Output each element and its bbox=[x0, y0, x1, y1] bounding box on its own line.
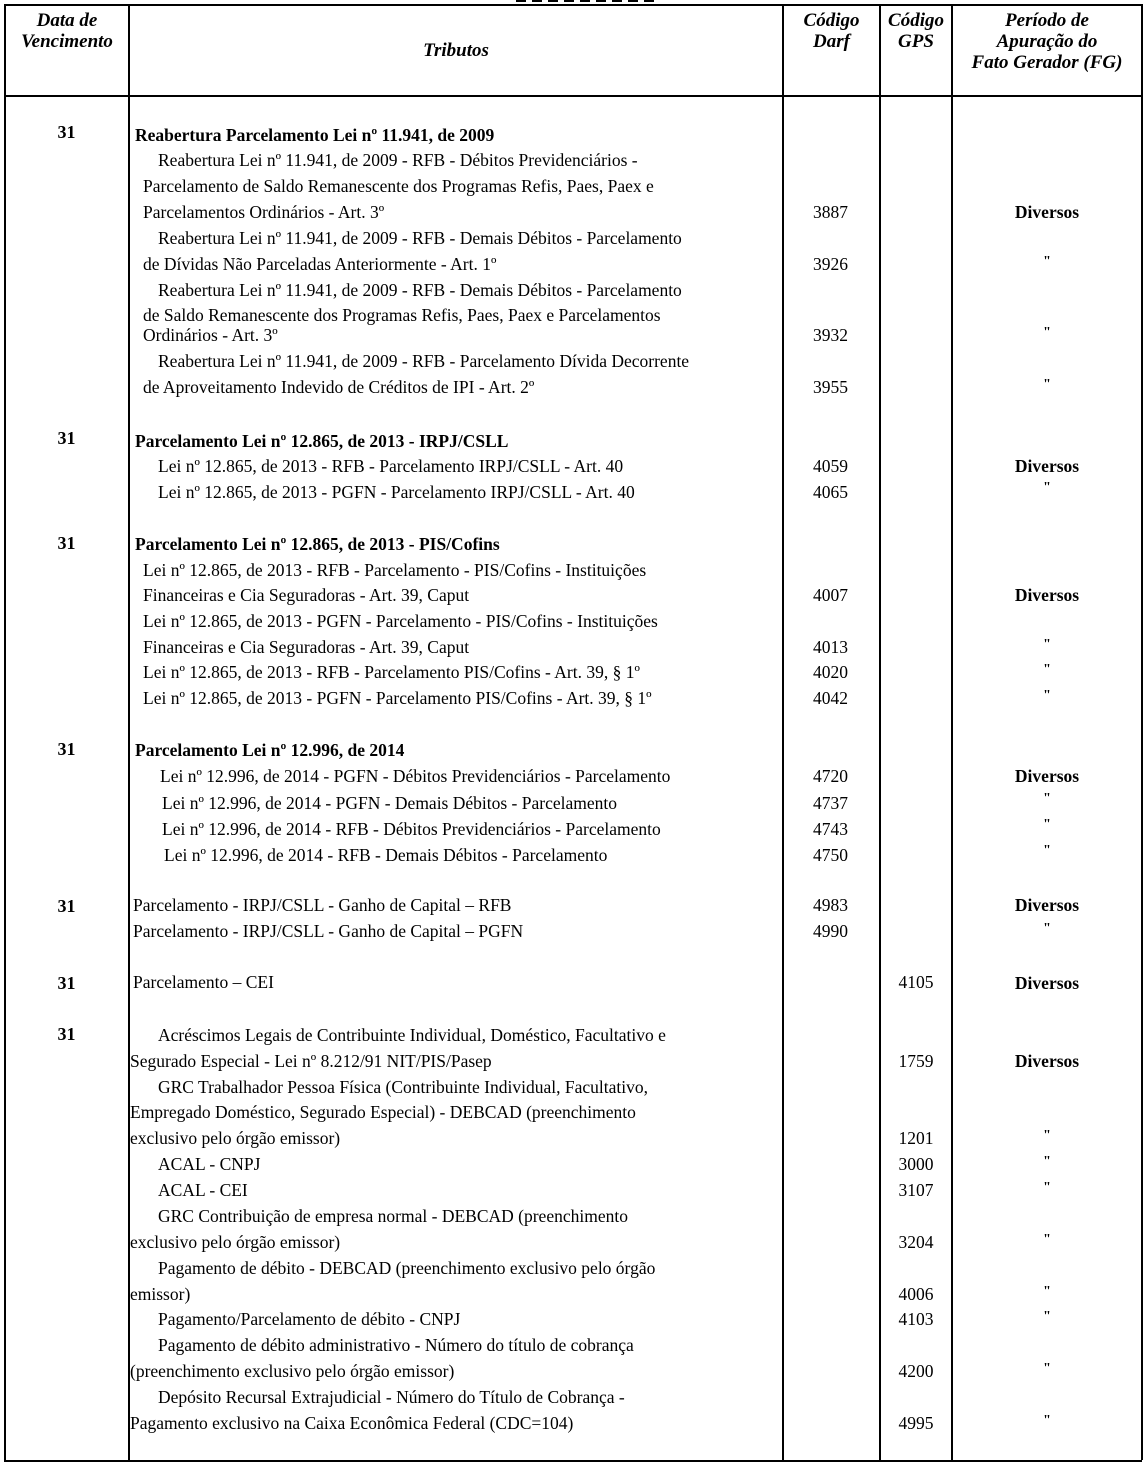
period-value: Diversos bbox=[1014, 1051, 1080, 1071]
period-ditto: " bbox=[1043, 637, 1051, 652]
table-bottom-border bbox=[4, 1460, 1142, 1462]
item-line: Parcelamentos Ordinários - Art. 3º bbox=[143, 202, 385, 222]
period-ditto: " bbox=[1043, 1180, 1051, 1195]
top-edge-marks bbox=[516, 0, 656, 3]
period-ditto: " bbox=[1043, 791, 1051, 806]
item-line: Lei nº 12.865, de 2013 - RFB - Parcelamento - PIS/Cofins - Instituições bbox=[143, 560, 647, 580]
period-ditto: " bbox=[1043, 1128, 1051, 1143]
header-bottom-border bbox=[4, 95, 1142, 97]
item-line: Lei nº 12.996, de 2014 - PGFN - Débitos Previdenciários - Parcelamento bbox=[160, 766, 671, 786]
period-ditto: " bbox=[1043, 1413, 1051, 1428]
darf-code: 4737 bbox=[813, 793, 848, 813]
gps-code: 3000 bbox=[898, 1154, 934, 1174]
darf-code: 3955 bbox=[813, 377, 848, 397]
darf-code: 4013 bbox=[813, 637, 848, 657]
darf-code: 4007 bbox=[813, 585, 848, 605]
section-day: 31 bbox=[57, 122, 76, 142]
item-line: exclusivo pelo órgão emissor) bbox=[130, 1232, 341, 1252]
header-gps: Código GPS bbox=[888, 10, 944, 52]
period-ditto: " bbox=[1043, 325, 1051, 340]
period-value: Diversos bbox=[1014, 585, 1080, 605]
period-value: Diversos bbox=[1014, 973, 1080, 993]
item-line: exclusivo pelo órgão emissor) bbox=[130, 1128, 341, 1148]
item-line: Acréscimos Legais de Contribuinte Individual, Doméstico, Facultativo e bbox=[158, 1025, 666, 1045]
item-line: Lei nº 12.996, de 2014 - RFB - Demais Débitos - Parcelamento bbox=[164, 845, 608, 865]
header-date: Data de Vencimento bbox=[21, 10, 113, 52]
item-line: Parcelamento - IRPJ/CSLL - Ganho de Capital – PGFN bbox=[133, 921, 524, 941]
section-title: Parcelamento Lei nº 12.865, de 2013 - PIS/Cofins bbox=[135, 534, 500, 554]
section-day: 31 bbox=[57, 1024, 76, 1044]
gps-code: 4103 bbox=[898, 1309, 934, 1329]
darf-code: 4750 bbox=[813, 845, 848, 865]
period-ditto: " bbox=[1043, 817, 1051, 832]
darf-code: 4983 bbox=[813, 895, 848, 915]
period-ditto: " bbox=[1043, 377, 1051, 392]
darf-code: 4042 bbox=[813, 688, 848, 708]
period-ditto: " bbox=[1043, 254, 1051, 269]
period-ditto: " bbox=[1043, 1232, 1051, 1247]
period-ditto: " bbox=[1043, 1284, 1051, 1299]
darf-code: 4059 bbox=[813, 456, 848, 476]
section-day: 31 bbox=[57, 973, 76, 993]
section-day: 31 bbox=[57, 739, 76, 759]
period-value: Diversos bbox=[1014, 202, 1080, 222]
item-line: Pagamento/Parcelamento de débito - CNPJ bbox=[158, 1309, 461, 1329]
period-ditto: " bbox=[1043, 921, 1051, 936]
item-line: Lei nº 12.996, de 2014 - PGFN - Demais Débitos - Parcelamento bbox=[162, 793, 617, 813]
item-line: Empregado Doméstico, Segurado Especial) - DEBCAD (preenchimento bbox=[130, 1102, 636, 1122]
period-ditto: " bbox=[1043, 662, 1051, 677]
item-line: Lei nº 12.865, de 2013 - RFB - Parcelamento IRPJ/CSLL - Art. 40 bbox=[158, 456, 624, 476]
item-line: Ordinários - Art. 3º bbox=[143, 325, 278, 345]
item-line: Parcelamento - IRPJ/CSLL - Ganho de Capital – RFB bbox=[133, 895, 512, 915]
period-ditto: " bbox=[1043, 1309, 1051, 1324]
item-line: GRC Contribuição de empresa normal - DEBCAD (preenchimento bbox=[158, 1206, 628, 1226]
item-line: Pagamento exclusivo na Caixa Econômica Federal (CDC=104) bbox=[130, 1413, 574, 1433]
item-line: Lei nº 12.996, de 2014 - RFB - Débitos Previdenciários - Parcelamento bbox=[162, 819, 661, 839]
item-line: Financeiras e Cia Seguradoras - Art. 39, Caput bbox=[143, 585, 470, 605]
item-line: Pagamento de débito administrativo - Número do título de cobrança bbox=[158, 1335, 634, 1355]
item-line: Reabertura Lei nº 11.941, de 2009 - RFB - Débitos Previdenciários - bbox=[158, 150, 638, 170]
item-line: emissor) bbox=[130, 1284, 191, 1304]
item-line: de Aproveitamento Indevido de Créditos de IPI - Art. 2º bbox=[143, 377, 535, 397]
item-line: Lei nº 12.865, de 2013 - PGFN - Parcelamento - PIS/Cofins - Instituições bbox=[143, 611, 658, 631]
period-ditto: " bbox=[1043, 1361, 1051, 1376]
item-line: de Dívidas Não Parceladas Anteriormente - Art. 1º bbox=[143, 254, 497, 274]
header-darf: Código Darf bbox=[803, 10, 860, 52]
gps-code: 4995 bbox=[898, 1413, 934, 1433]
darf-code: 4990 bbox=[813, 921, 848, 941]
darf-code: 4743 bbox=[813, 819, 848, 839]
item-line: Reabertura Lei nº 11.941, de 2009 - RFB - Parcelamento Dívida Decorrente bbox=[158, 351, 690, 371]
period-value: Diversos bbox=[1014, 766, 1080, 786]
item-line: (preenchimento exclusivo pelo órgão emissor) bbox=[130, 1361, 455, 1381]
item-line: Reabertura Lei nº 11.941, de 2009 - RFB - Demais Débitos - Parcelamento bbox=[158, 228, 682, 248]
gps-code: 4105 bbox=[898, 972, 934, 992]
gps-code: 3107 bbox=[898, 1180, 934, 1200]
darf-code: 3932 bbox=[813, 325, 848, 345]
period-ditto: " bbox=[1043, 480, 1051, 495]
period-value: Diversos bbox=[1014, 895, 1080, 915]
table-top-border bbox=[4, 4, 1142, 6]
header-tributos: Tributos bbox=[423, 40, 489, 61]
darf-code: 4720 bbox=[813, 766, 848, 786]
darf-code: 3926 bbox=[813, 254, 848, 274]
item-line: Lei nº 12.865, de 2013 - RFB - Parcelamento PIS/Cofins - Art. 39, § 1º bbox=[143, 662, 640, 682]
item-line: Segurado Especial - Lei nº 8.212/91 NIT/PIS/Pasep bbox=[130, 1051, 492, 1071]
item-line: de Saldo Remanescente dos Programas Refis, Paes, Paex e Parcelamentos bbox=[143, 305, 661, 325]
section-title: Parcelamento Lei nº 12.865, de 2013 - IRPJ/CSLL bbox=[135, 431, 509, 451]
section-title: Parcelamento Lei nº 12.996, de 2014 bbox=[135, 740, 405, 760]
darf-code: 4065 bbox=[813, 482, 848, 502]
item-line: Reabertura Lei nº 11.941, de 2009 - RFB - Demais Débitos - Parcelamento bbox=[158, 280, 682, 300]
item-line: ACAL - CNPJ bbox=[158, 1154, 261, 1174]
item-line: Lei nº 12.865, de 2013 - PGFN - Parcelamento PIS/Cofins - Art. 39, § 1º bbox=[143, 688, 652, 708]
item-line: Depósito Recursal Extrajudicial - Número do Título de Cobrança - bbox=[158, 1387, 625, 1407]
period-value: Diversos bbox=[1014, 456, 1080, 476]
period-ditto: " bbox=[1043, 688, 1051, 703]
item-line: GRC Trabalhador Pessoa Física (Contribuinte Individual, Facultativo, bbox=[158, 1077, 648, 1097]
section-day: 31 bbox=[57, 533, 76, 553]
gps-code: 3204 bbox=[898, 1232, 934, 1252]
gps-code: 4200 bbox=[898, 1361, 934, 1381]
gps-code: 1201 bbox=[898, 1128, 934, 1148]
item-line: Financeiras e Cia Seguradoras - Art. 39, Caput bbox=[143, 637, 470, 657]
section-title: Reabertura Parcelamento Lei nº 11.941, de 2009 bbox=[135, 125, 495, 145]
darf-code: 3887 bbox=[813, 202, 848, 222]
gps-code: 4006 bbox=[898, 1284, 934, 1304]
section-day: 31 bbox=[57, 428, 76, 448]
header-periodo: Período de Apuração do Fato Gerador (FG) bbox=[971, 10, 1123, 73]
col-border-left bbox=[4, 4, 6, 1460]
item-line: Lei nº 12.865, de 2013 - PGFN - Parcelamento IRPJ/CSLL - Art. 40 bbox=[158, 482, 635, 502]
section-day: 31 bbox=[57, 896, 76, 916]
item-line: Parcelamento de Saldo Remanescente dos Programas Refis, Paes, Paex e bbox=[143, 176, 654, 196]
gps-code: 1759 bbox=[898, 1051, 934, 1071]
item-line: ACAL - CEI bbox=[158, 1180, 248, 1200]
item-line: Parcelamento – CEI bbox=[133, 972, 274, 992]
item-line: Pagamento de débito - DEBCAD (preenchimento exclusivo pelo órgão bbox=[158, 1258, 656, 1278]
darf-code: 4020 bbox=[813, 662, 848, 682]
period-ditto: " bbox=[1043, 1154, 1051, 1169]
period-ditto: " bbox=[1043, 843, 1051, 858]
